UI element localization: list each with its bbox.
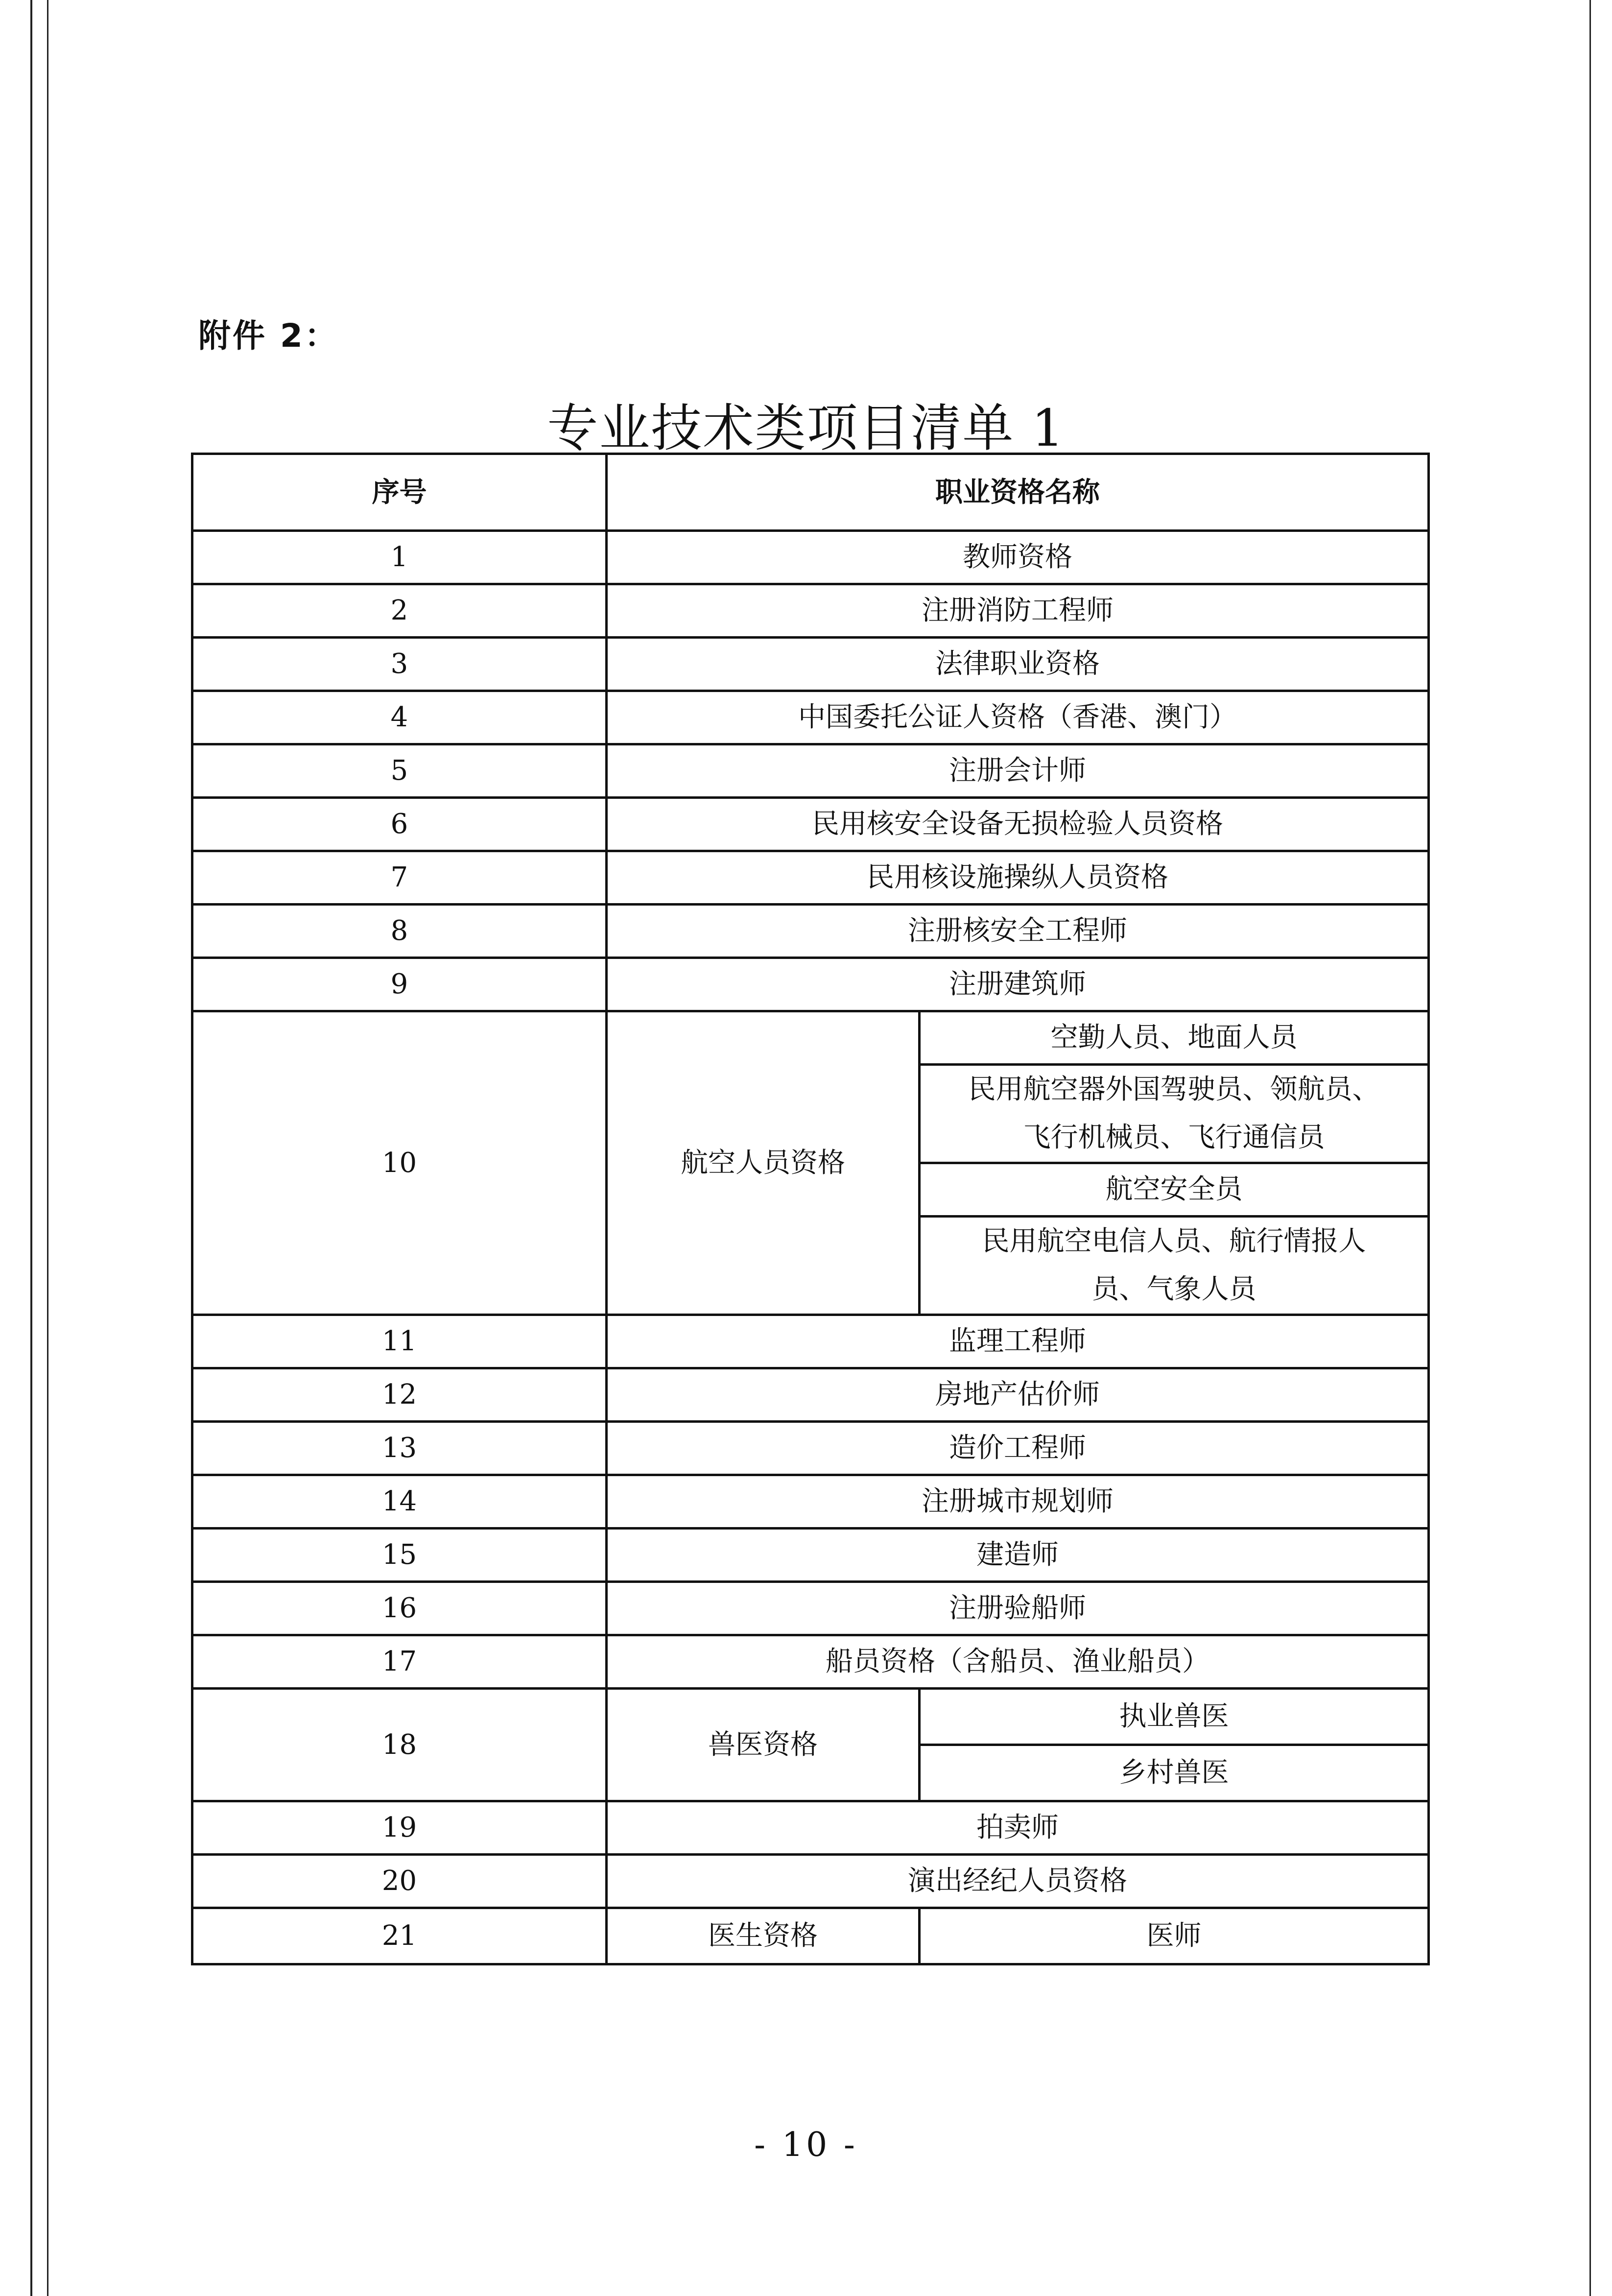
- row-name: 监理工程师: [607, 1315, 1429, 1368]
- row-number: 5: [192, 744, 607, 798]
- scan-border-right: [1589, 0, 1591, 2296]
- table-row: [192, 584, 1429, 638]
- row-name: 教师资格: [607, 531, 1429, 584]
- row-number: 16: [192, 1582, 607, 1635]
- row-name: 航空人员资格: [607, 1011, 920, 1315]
- table-header: [192, 454, 1429, 531]
- row-sub-item: 医师: [920, 1908, 1429, 1964]
- row-name: 注册城市规划师: [607, 1475, 1429, 1529]
- table-row: [192, 1368, 1429, 1422]
- table-row: [192, 638, 1429, 691]
- scan-border-left-inner: [47, 0, 48, 2296]
- row-number: 20: [192, 1855, 607, 1908]
- table-row: [192, 798, 1429, 851]
- table-row: [192, 905, 1429, 958]
- row-name: 注册消防工程师: [607, 584, 1429, 638]
- row-number: 15: [192, 1529, 607, 1582]
- attachment-label: 附件 2：: [198, 317, 339, 355]
- row-name: 建造师: [607, 1529, 1429, 1582]
- row-number: 3: [192, 638, 607, 691]
- table-row: [192, 958, 1429, 1011]
- row-name: 民用核安全设备无损检验人员资格: [607, 798, 1429, 851]
- table-row: [192, 1582, 1429, 1635]
- row-number: 19: [192, 1801, 607, 1855]
- row-name: 房地产估价师: [607, 1368, 1429, 1422]
- row-name: 造价工程师: [607, 1422, 1429, 1475]
- row-number: 7: [192, 851, 607, 905]
- row-number: 8: [192, 905, 607, 958]
- table-row: [192, 1011, 1429, 1065]
- table-row: [192, 1801, 1429, 1855]
- header-number: 序号: [192, 454, 607, 531]
- row-name: 注册核安全工程师: [607, 905, 1429, 958]
- row-sub-item: 民用航空器外国驾驶员、领航员、飞行机械员、飞行通信员: [920, 1065, 1429, 1163]
- row-number: 21: [192, 1908, 607, 1964]
- row-number: 4: [192, 691, 607, 744]
- table-row: [192, 1315, 1429, 1368]
- row-name: 兽医资格: [607, 1689, 920, 1801]
- table-row: [192, 1529, 1429, 1582]
- row-name: 医生资格: [607, 1908, 920, 1964]
- header-name: 职业资格名称: [607, 454, 1429, 531]
- row-name: 注册建筑师: [607, 958, 1429, 1011]
- row-sub-item: 航空安全员: [920, 1163, 1429, 1217]
- row-number: 1: [192, 531, 607, 584]
- row-name: 演出经纪人员资格: [607, 1855, 1429, 1908]
- qualification-table: [191, 453, 1430, 1965]
- table-row: [192, 851, 1429, 905]
- row-number: 17: [192, 1635, 607, 1689]
- row-name: 中国委托公证人资格（香港、澳门）: [607, 691, 1429, 744]
- scan-border-left: [30, 0, 32, 2296]
- table-row: [192, 1635, 1429, 1689]
- table-body: [192, 531, 1429, 1964]
- row-sub-item: 空勤人员、地面人员: [920, 1011, 1429, 1065]
- row-sub-item: 乡村兽医: [920, 1745, 1429, 1801]
- table-row: [192, 1475, 1429, 1529]
- row-name: 拍卖师: [607, 1801, 1429, 1855]
- table-row: [192, 1689, 1429, 1745]
- row-number: 18: [192, 1689, 607, 1801]
- row-number: 9: [192, 958, 607, 1011]
- table-header-row: [192, 454, 1429, 531]
- row-name: 船员资格（含船员、渔业船员）: [607, 1635, 1429, 1689]
- table-row: [192, 531, 1429, 584]
- table-row: [192, 691, 1429, 744]
- row-number: 13: [192, 1422, 607, 1475]
- document-title: 专业技术类项目清单 1: [547, 398, 1065, 458]
- row-number: 11: [192, 1315, 607, 1368]
- row-number: 14: [192, 1475, 607, 1529]
- row-name: 法律职业资格: [607, 638, 1429, 691]
- row-number: 12: [192, 1368, 607, 1422]
- row-sub-item: 执业兽医: [920, 1689, 1429, 1745]
- table-row: [192, 1855, 1429, 1908]
- row-number: 2: [192, 584, 607, 638]
- row-sub-item: 民用航空电信人员、航行情报人员、气象人员: [920, 1217, 1429, 1315]
- page-number: - 10 -: [754, 2126, 858, 2164]
- row-number: 6: [192, 798, 607, 851]
- row-number: 10: [192, 1011, 607, 1315]
- table-row: [192, 1908, 1429, 1964]
- table-row: [192, 744, 1429, 798]
- row-name: 注册验船师: [607, 1582, 1429, 1635]
- row-name: 民用核设施操纵人员资格: [607, 851, 1429, 905]
- row-name: 注册会计师: [607, 744, 1429, 798]
- table-row: [192, 1422, 1429, 1475]
